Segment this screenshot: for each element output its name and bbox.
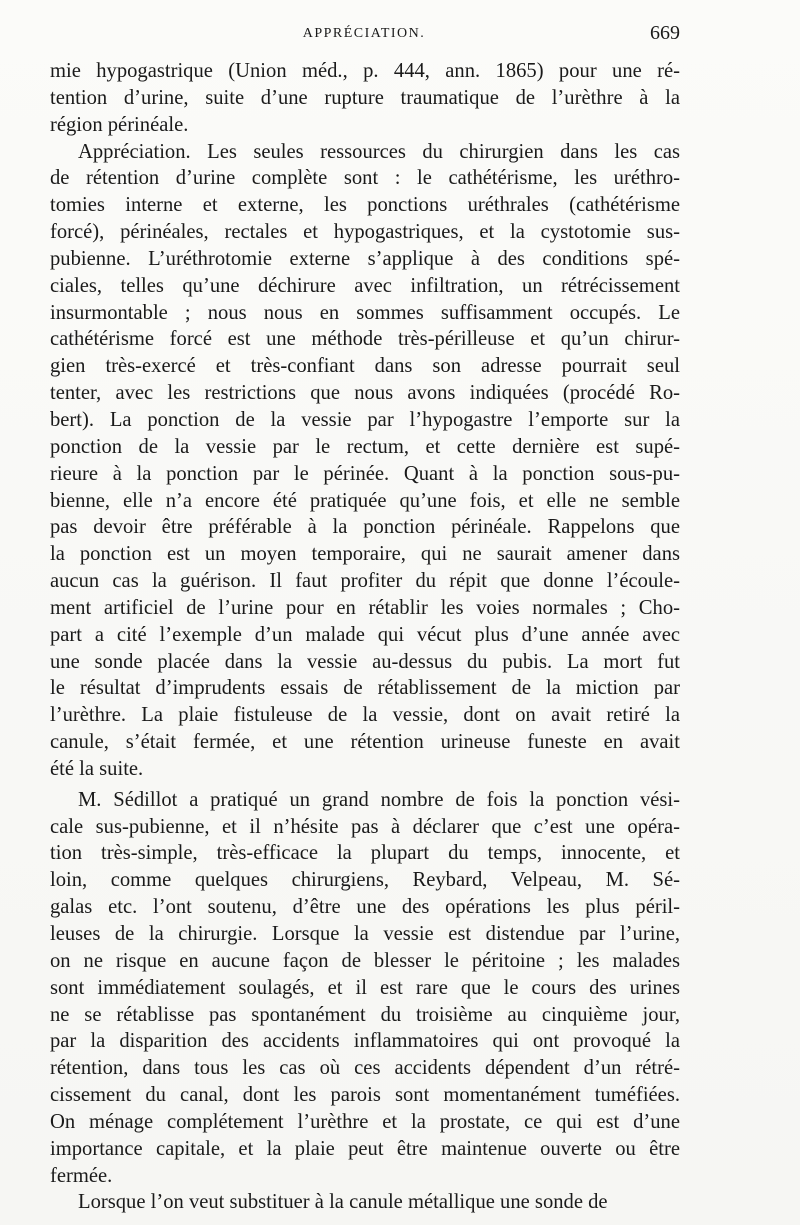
text-line: tention d’urine, suite d’une rupture traumatique de l’urèthre à la [50, 86, 680, 109]
text-line: Lorsque l’on veut substituer à la canule métallique une sonde de [78, 1191, 608, 1214]
text-line: mie hypogastrique (Union méd., p. 444, ann. 1865) pour une ré- [50, 60, 680, 82]
paragraph [50, 787, 680, 1190]
text-line: cissement du canal, dont les parois sont momentanément tuméfiées. [50, 1084, 680, 1107]
page-number: 669 [650, 22, 680, 44]
text-line: tion très-simple, très-efficace la plupart du temps, innocente, et [50, 842, 680, 865]
text-line: tomies interne et externe, les ponctions uréthrales (cathétérisme [50, 194, 680, 217]
text-line: rieure à la ponction par le périnée. Quant à la ponction sous-pu- [50, 462, 680, 485]
text-line: rétention, dans tous les cas où ces accidents dépendent d’un rétré- [50, 1057, 680, 1080]
text-line: Appréciation. Les seules ressources du chirurgien dans les cas [78, 140, 680, 163]
text-line: fermée. [50, 1164, 113, 1187]
text-line: part a cité l’exemple d’un malade qui vécut plus d’une année avec [50, 623, 680, 646]
text-line: de rétention d’urine complète sont : le cathétérisme, les uréthro- [50, 167, 680, 190]
text-line: forcé), périnéales, rectales et hypogastriques, et la cystotomie sus- [50, 221, 680, 244]
text-line: cale sus-pubienne, et il n’hésite pas à déclarer que c’est une opéra- [50, 815, 680, 838]
paragraph [50, 58, 680, 139]
text-line: cathétérisme forcé est une méthode très-périlleuse et qu’un chirur- [50, 328, 680, 351]
text-line: gien très-exercé et très-confiant dans son adresse pourrait seul [50, 355, 680, 378]
text-line: leuses de la chirurgie. Lorsque la vessie est distendue par l’urine, [50, 923, 680, 945]
text-line: ciales, telles qu’une déchirure avec infiltration, un rétrécissement [50, 274, 680, 297]
running-title: APPRÉCIATION. [302, 26, 426, 41]
text-line: ponction de la vessie par le rectum, et cette dernière est supé- [50, 435, 680, 458]
text-line: l’urèthre. La plaie fistuleuse de la vessie, dont on avait retiré la [50, 704, 680, 727]
text-line: pas devoir être préférable à la ponction périnéale. Rappelons que [50, 516, 680, 539]
text-line: insurmontable ; nous nous en sommes suffisamment occupés. Le [50, 301, 680, 324]
text-line: région périnéale. [50, 113, 189, 136]
text-line: par la disparition des accidents inflammatoires qui ont provoqué la [50, 1030, 680, 1053]
text-line: M. Sédillot a pratiqué un grand nombre de fois la ponction vési- [78, 788, 680, 811]
text-line: bienne, elle n’a encore été pratiquée qu’une fois, et elle ne semble [50, 489, 680, 512]
text-line: ne se rétablisse pas spontanément du troisième au cinquième jour, [50, 1003, 680, 1026]
text-line: le résultat d’imprudents essais de rétablissement de la miction par [50, 677, 680, 700]
text-line: galas etc. l’ont soutenu, d’être une des opérations les plus péril- [50, 896, 680, 919]
text-line: une sonde placée dans la vessie au-dessus du pubis. La mort fut [50, 650, 680, 673]
text-line: été la suite. [50, 757, 144, 780]
page-header [48, 22, 680, 52]
text-line: on ne risque en aucune façon de blesser le péritoine ; les malades [50, 949, 680, 972]
text-line: pubienne. L’uréthrotomie externe s’applique à des conditions spé- [50, 247, 680, 270]
text-line: importance capitale, et la plaie peut être maintenue ouverte ou être [50, 1137, 680, 1160]
paragraph [50, 1189, 680, 1216]
text-line: loin, comme quelques chirurgiens, Reybard, Velpeau, M. Sé- [50, 869, 680, 892]
text-line: On ménage complétement l’urèthre et la prostate, ce qui est d’une [50, 1110, 680, 1133]
text-line: canule, s’était fermée, et une rétention urineuse funeste en avait [50, 731, 680, 754]
text-line: la ponction est un moyen temporaire, qui ne saurait amener dans [50, 543, 680, 566]
paragraph [50, 139, 680, 783]
text-line: bert). La ponction de la vessie par l’hypogastre l’emporte sur la [50, 408, 680, 431]
text-line: aucun cas la guérison. Il faut profiter du répit que donne l’écoule- [50, 570, 680, 593]
text-line: ment artificiel de l’urine pour en rétablir les voies normales ; Cho- [50, 596, 680, 619]
body-text [50, 58, 680, 1216]
text-line: tenter, avec les restrictions que nous avons indiquées (procédé Ro- [50, 382, 680, 405]
text-line: sont immédiatement soulagés, et il est rare que le cours des urines [50, 976, 680, 999]
